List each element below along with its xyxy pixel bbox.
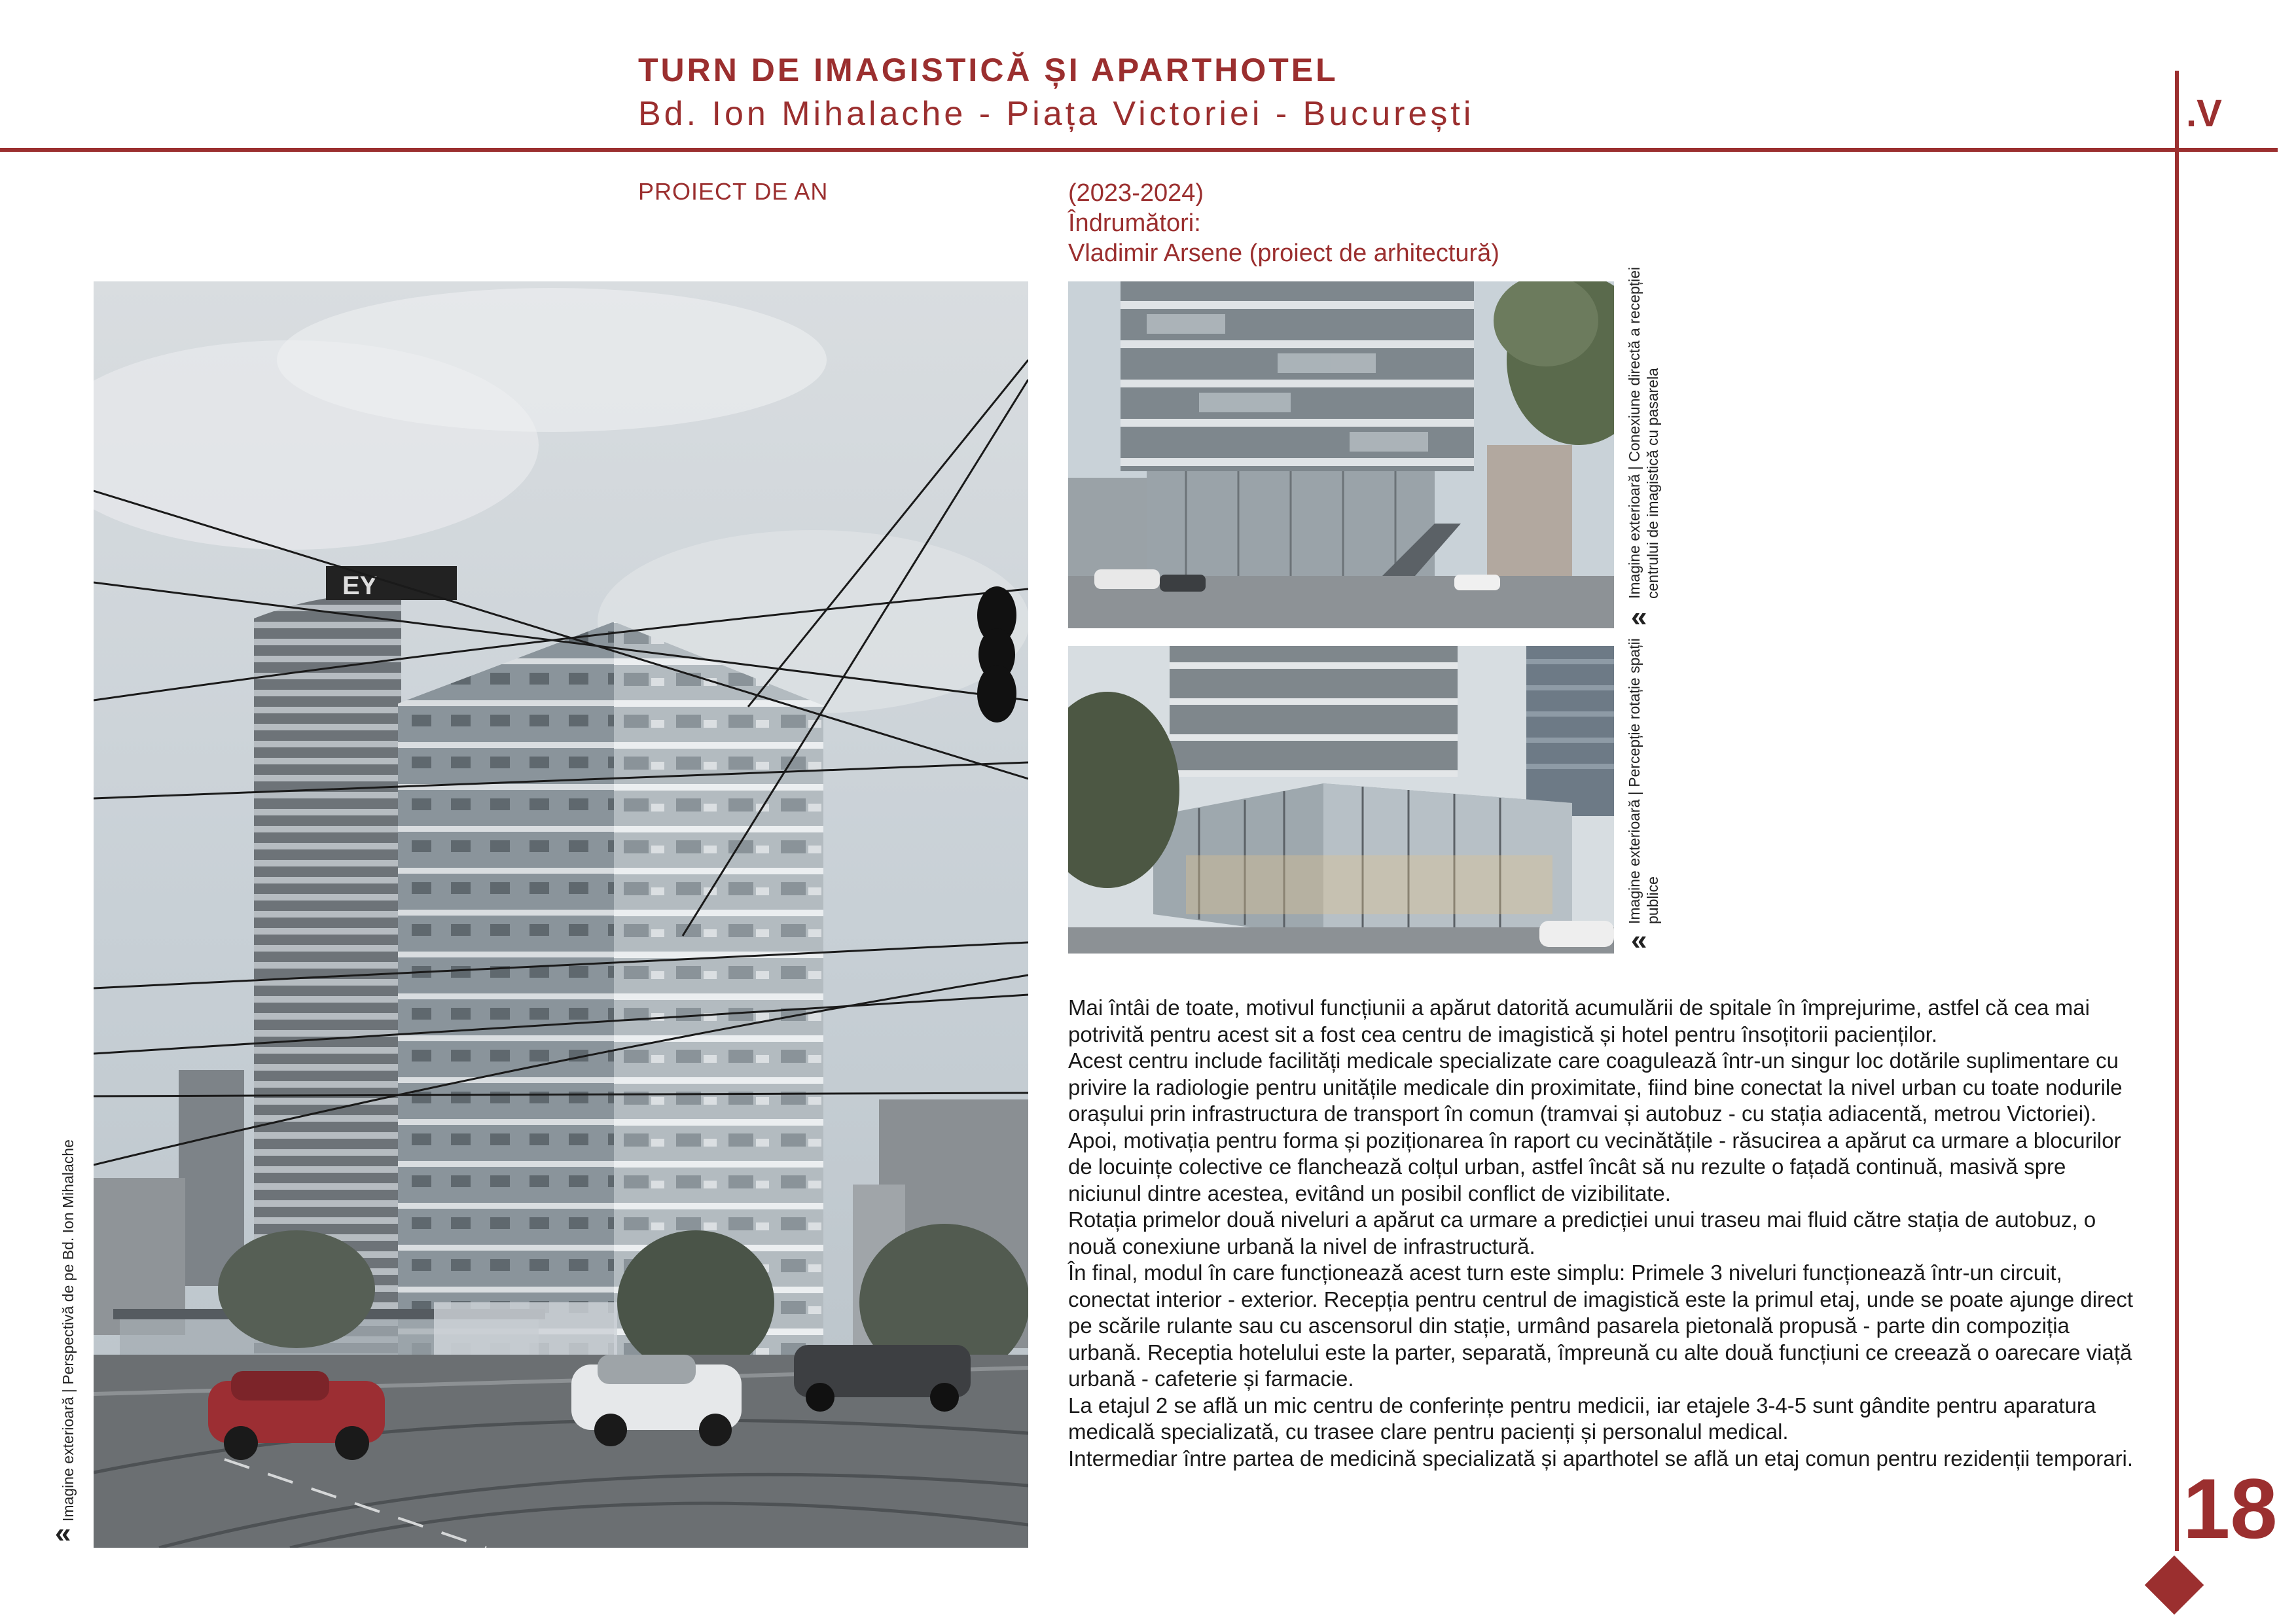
caption-line: publice — [1644, 876, 1661, 924]
diamond-icon — [2145, 1556, 2204, 1615]
paragraph: La etajul 2 se află un mic centru de conferințe pentru medicii, iar etajele 3-4-5 sunt gândite pentru aparatura medicală specializată, cu trasee clare pentru pacienți și personalul medical. — [1068, 1393, 2096, 1444]
chevron-icon: « — [1631, 601, 1642, 633]
chapter-marker: .V — [2186, 92, 2222, 135]
project-type: PROIECT DE AN — [638, 178, 829, 205]
project-year: (2023-2024) — [1068, 179, 1204, 207]
paragraph: În final, modul în care funcționează acest turn este simplu: Primele 3 niveluri funcționează într-un circuit, conectat interior - exterior. Recepția pentru centrul de imagistică este la primul etaj, unde se poate ajunge direct pe scările rulante sau cu ascensorul din stație, urmând pasarela pietonală propusă - parte din compoziția urbană. Receptia hotelului este la parter, separată, împreună cu alte două funcțiuni ce creează o oarecare viață urbană - cafeterie și farmacie. — [1068, 1260, 2134, 1391]
paragraph: Intermediar între partea de medicină specializată și aparthotel se află un etaj comun pentru rezidenții temporari. — [1068, 1446, 2134, 1471]
paragraph: Acest centru include facilități medicale specializate care coagulează într-un singur loc dotările suplimentare cu privire la radiologie pentru unitățile medicale din proximitate, fiind bine conectat la nivel urban cu toate nodurile orașului prin infrastructura de transport în comun (tramvai și autobuz - cu stația adiacentă, metrou Victoriei). — [1068, 1048, 2123, 1126]
paragraph: Apoi, motivația pentru forma și poziționarea în raport cu vecinătățile - răsucirea a apărut ca urmare a blocurilor de locuințe colective ce flanchează colțul urban, astfel încât să nu rezulte o fațadă continuă, masivă spre niciunul dintre acestea, evitând un posibil conflict de vizibilitate. — [1068, 1128, 2121, 1205]
reception-connection-image — [1068, 281, 1614, 628]
page-title: TURN DE IMAGISTICĂ ȘI APARTHOTEL — [638, 52, 1338, 88]
top-image-caption — [1625, 267, 1662, 599]
paragraph: Rotația primelor două niveluri a apărut ca urmare a predicției unui traseu mai fluid către stația de autobuz, o nouă conexiune urbană la nivel de infrastructură. — [1068, 1207, 2096, 1258]
chevron-icon: « — [55, 1517, 66, 1549]
bottom-image-caption — [1625, 638, 1662, 924]
project-meta — [1068, 178, 1499, 268]
caption-line: Imagine exterioară | Percepție rotație spații — [1626, 638, 1643, 924]
main-image-caption: Imagine exterioară | Perspectivă de pe Bd. Ion Mihalache — [60, 1139, 77, 1522]
ey-sign: EY — [342, 571, 378, 600]
advisors-label: Îndrumători: — [1068, 209, 1201, 237]
main-perspective-image — [94, 281, 1028, 1548]
margin-rule — [2175, 71, 2179, 1551]
public-space-rotation-image — [1068, 646, 1614, 954]
page-subtitle: Bd. Ion Mihalache - Piața Victoriei - București — [638, 95, 1475, 133]
page-number: 18 — [2183, 1461, 2278, 1556]
header-rule — [0, 148, 2278, 152]
advisor-name: Vladimir Arsene (proiect de arhitectură) — [1068, 240, 1499, 267]
description-text — [1068, 995, 2142, 1472]
paragraph: Mai întâi de toate, motivul funcțiunii a apărut datorită acumulării de spitale în împrejurime, astfel că cea mai potrivită pentru acest sit a fost cea centru de imagistică și hotel pentru însoțitorii pacienților. — [1068, 995, 2090, 1046]
caption-line: centrului de imagistică cu pasarela — [1644, 368, 1661, 599]
chevron-icon: « — [1631, 924, 1642, 956]
caption-line: Imagine exterioară | Conexiune directă a recepției — [1626, 266, 1643, 599]
